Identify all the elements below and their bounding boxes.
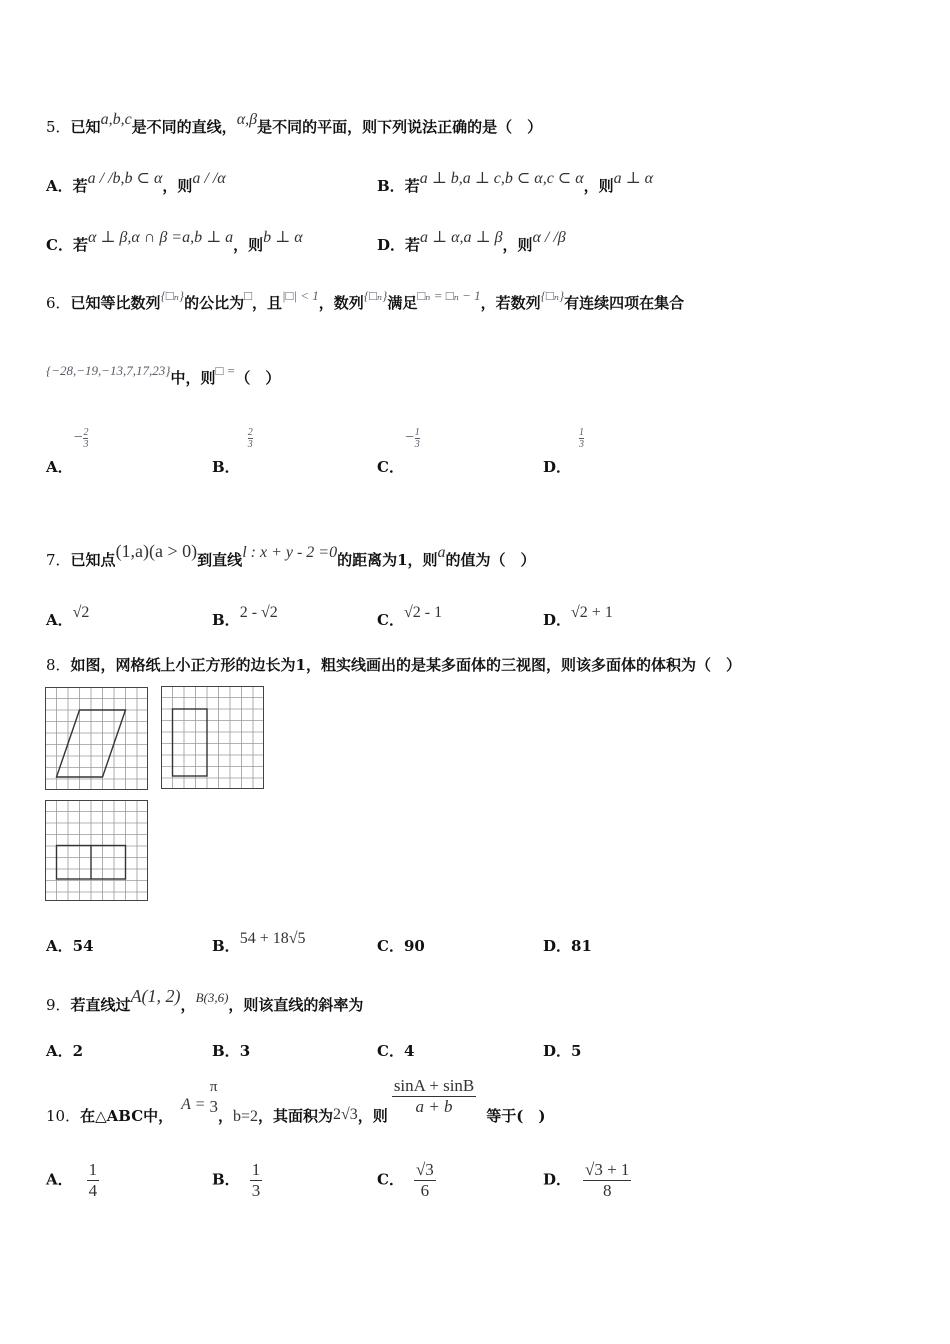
fraction-num: 1 [414, 426, 420, 438]
q7-math-a: a [437, 544, 446, 561]
option-label: A． [46, 937, 73, 955]
q9-stem [46, 986, 364, 1015]
q10-math-area: 2√3 [333, 1105, 358, 1123]
option-text: 若 [405, 236, 421, 254]
option-math: a / /b,b ⊂ α [87, 170, 163, 187]
q9-option-c[interactable] [377, 1040, 414, 1061]
option-label: C． [377, 1170, 404, 1189]
option-label: C． [377, 458, 404, 476]
option-text: 3 [239, 1042, 251, 1060]
fraction-den: 6 [420, 1181, 430, 1200]
grid-lines [161, 686, 263, 789]
option-text: 54 [72, 937, 94, 955]
q9-option-a[interactable] [46, 1040, 83, 1061]
option-math: a ⊥ α [613, 170, 654, 187]
q6-stem-line2 [46, 363, 281, 388]
fraction-num: 2 [83, 426, 89, 438]
q9-option-b[interactable] [212, 1040, 250, 1061]
fraction-den: 3 [83, 438, 89, 450]
q6-math: |□| < 1 [281, 288, 319, 303]
q10-text: 等于( ) [486, 1106, 546, 1125]
option-fraction [248, 427, 253, 450]
q6-option-a[interactable] [46, 426, 89, 476]
option-text: 若 [404, 177, 420, 195]
option-text: 4 [403, 1042, 415, 1060]
q6-math: □ = [215, 363, 236, 378]
q8-text: 如图，网格纸上小正方形的边长为1，粗实线画出的是某多面体的三视图，则该多面体的体积为（ ） [70, 656, 741, 674]
option-fraction [579, 427, 584, 450]
option-label: D． [543, 1170, 572, 1189]
q7-option-d[interactable] [543, 604, 613, 630]
q5-math-planes: α,β [236, 111, 258, 128]
grid-border [46, 801, 148, 901]
q10-math-ratio [392, 1076, 476, 1117]
option-label: B． [212, 458, 240, 476]
q7-math-line: l : x + y - 2 =0 [242, 544, 338, 561]
top-view-figure [45, 800, 149, 902]
q7-text: 的值为（ ） [445, 551, 536, 569]
q8-number: 8． [46, 656, 71, 674]
fraction-den: 3 [251, 1181, 261, 1200]
q5-option-a[interactable] [46, 170, 226, 196]
option-fraction [250, 1160, 263, 1201]
q7-option-c[interactable] [377, 604, 443, 630]
q6-math: □ [244, 288, 252, 303]
grid-lines [45, 687, 148, 790]
option-label: D． [377, 236, 406, 254]
option-label: C． [377, 611, 404, 629]
option-fraction [83, 427, 88, 450]
q7-text: 到直线 [197, 551, 243, 569]
side-view-figure [161, 686, 264, 790]
q6-option-b[interactable] [212, 426, 253, 476]
option-math: a ⊥ α,a ⊥ β [420, 229, 503, 246]
q8-option-b[interactable] [212, 930, 306, 956]
q7-math-point: (1,a)(a > 0) [115, 541, 198, 561]
option-label: A． [46, 1042, 73, 1060]
q6-option-c[interactable] [377, 426, 420, 476]
option-label: D． [543, 458, 572, 476]
option-sign: − [403, 429, 415, 446]
option-fraction [414, 1160, 436, 1201]
q9-text: ，则该直线的斜率为 [228, 996, 364, 1014]
q10-math-pi-over-3 [209, 1077, 218, 1117]
front-view-figure [45, 687, 149, 791]
option-math: 2 - √2 [239, 604, 278, 621]
fraction-num: 2 [247, 426, 253, 438]
q6-set: {−28,−19,−13,7,17,23} [46, 363, 171, 378]
option-sign: − [72, 429, 84, 446]
q10-text: ， [217, 1106, 233, 1125]
q6-option-d[interactable] [543, 426, 585, 476]
q5-text-3: 是不同的平面，则下列说法正确的是（ ） [257, 118, 543, 136]
q7-number: 7． [46, 551, 71, 569]
q8-stem [46, 654, 741, 675]
option-text: 2 [72, 1042, 84, 1060]
option-math: a / /α [192, 170, 226, 187]
fraction-num: π [209, 1078, 218, 1095]
option-math: √2 - 1 [403, 604, 443, 621]
option-math: √2 + 1 [571, 604, 613, 621]
option-label: D． [543, 1042, 572, 1060]
option-label: B． [212, 1042, 240, 1060]
grid-lines [45, 800, 148, 901]
option-label: B． [377, 177, 405, 195]
grid-border [162, 687, 264, 789]
option-label: A． [46, 1170, 73, 1189]
fraction-num: 1 [251, 1160, 261, 1179]
option-label: B． [212, 937, 240, 955]
q5-number: 5． [46, 118, 71, 136]
fraction-num: 1 [579, 426, 585, 438]
q9-text: 若直线过 [70, 996, 131, 1014]
q9-text: ， [180, 996, 196, 1014]
option-label: C． [377, 1042, 404, 1060]
q10-text: ，其面积为 [258, 1106, 334, 1125]
fraction-num: sinA + sinB [393, 1076, 475, 1095]
fraction-den: 3 [247, 438, 253, 450]
fraction-den: 8 [602, 1181, 612, 1200]
q10-math-b: b=2 [232, 1107, 258, 1125]
q6-math: {□ₙ} [540, 288, 565, 303]
q7-text: 已知点 [70, 551, 116, 569]
option-label: A． [46, 611, 73, 629]
q8-option-d[interactable] [543, 935, 592, 956]
q9-number: 9． [46, 996, 71, 1014]
option-math: a ⊥ b,a ⊥ c,b ⊂ α,c ⊂ α [419, 170, 584, 187]
q5-text-2: 是不同的直线， [131, 118, 237, 136]
option-label: C． [46, 236, 73, 254]
option-text: ，则 [502, 236, 533, 254]
option-text: 81 [571, 937, 592, 955]
option-text: 5 [571, 1042, 582, 1060]
q10-math-a: A = [181, 1095, 206, 1113]
option-label: B． [212, 1170, 240, 1189]
q10-text: ，则 [357, 1106, 388, 1125]
q7-stem [46, 541, 536, 570]
option-label: A． [46, 458, 73, 476]
q9-math-point-a: A(1, 2) [130, 986, 181, 1006]
q6-text: 中，则 [170, 369, 216, 387]
q10-number: 10． [46, 1106, 81, 1125]
option-label: A． [46, 177, 73, 195]
option-label: C． [377, 937, 404, 955]
q10-option-b[interactable] [212, 1160, 262, 1201]
option-text: 若 [72, 177, 88, 195]
option-math: √2 [72, 604, 90, 621]
q7-option-b[interactable] [212, 604, 278, 630]
rectangle-shape [173, 709, 208, 776]
q6-text: 已知等比数列 [70, 294, 161, 312]
option-fraction [583, 1160, 631, 1201]
q7-option-a[interactable] [46, 604, 90, 630]
option-text: 90 [403, 937, 425, 955]
q6-text: 有连续四项在集合 [564, 294, 685, 312]
option-fraction [415, 427, 420, 450]
q5-option-c[interactable] [46, 229, 303, 255]
q5-option-b[interactable] [377, 170, 654, 196]
q6-number: 6． [46, 294, 71, 312]
q6-text: （ ） [235, 369, 281, 387]
fraction-den: 3 [414, 438, 420, 450]
fraction-num: √3 [415, 1160, 434, 1179]
option-text: 若 [72, 236, 88, 254]
option-text: ，则 [162, 177, 193, 195]
q6-stem [46, 288, 685, 313]
fraction-num: 1 [88, 1160, 98, 1179]
option-label: D． [543, 937, 572, 955]
option-label: D． [543, 611, 572, 629]
q9-option-d[interactable] [543, 1040, 581, 1061]
fraction-num: √3 + 1 [585, 1160, 630, 1179]
option-math: b ⊥ α [263, 229, 303, 246]
q10-option-c[interactable] [377, 1160, 436, 1201]
q7-text: 的距离为1，则 [337, 551, 438, 569]
grid-border [46, 688, 148, 790]
fraction-den: 4 [88, 1181, 98, 1200]
option-math: α / /β [532, 229, 566, 246]
option-math: α ⊥ β,α ∩ β =a,b ⊥ a [87, 229, 234, 246]
q10-stem [46, 1076, 546, 1125]
fraction-den: 3 [209, 1096, 218, 1116]
q8-option-a[interactable] [46, 935, 94, 956]
fraction-den: a + b [415, 1097, 453, 1116]
option-text: ，则 [583, 177, 614, 195]
q6-math: {□ₙ} [160, 288, 185, 303]
q6-text: 的公比为 [184, 294, 245, 312]
option-fraction [87, 1160, 100, 1201]
q6-math: □ₙ = □ₙ − 1 [417, 288, 481, 303]
option-label: B． [212, 611, 240, 629]
q5-text-1: 已知 [70, 118, 101, 136]
q5-option-d[interactable] [377, 229, 566, 255]
q10-option-d[interactable] [543, 1160, 631, 1201]
q6-math: {□ₙ} [363, 288, 388, 303]
q10-option-a[interactable] [46, 1160, 99, 1201]
fraction-den: 3 [579, 438, 585, 450]
option-math: 54 + 18√5 [239, 930, 306, 947]
q8-option-c[interactable] [377, 935, 425, 956]
q5-stem [46, 111, 543, 137]
q5-math-lines: a,b,c [100, 111, 132, 128]
q6-text: 满足 [387, 294, 418, 312]
q6-text: ，若数列 [480, 294, 541, 312]
q10-text: 在△ABC中， [80, 1106, 174, 1125]
q6-text: ，且 [251, 294, 282, 312]
q9-math-point-b: B(3,6) [195, 990, 229, 1005]
option-text: ，则 [233, 236, 264, 254]
q6-text: ，数列 [318, 294, 364, 312]
